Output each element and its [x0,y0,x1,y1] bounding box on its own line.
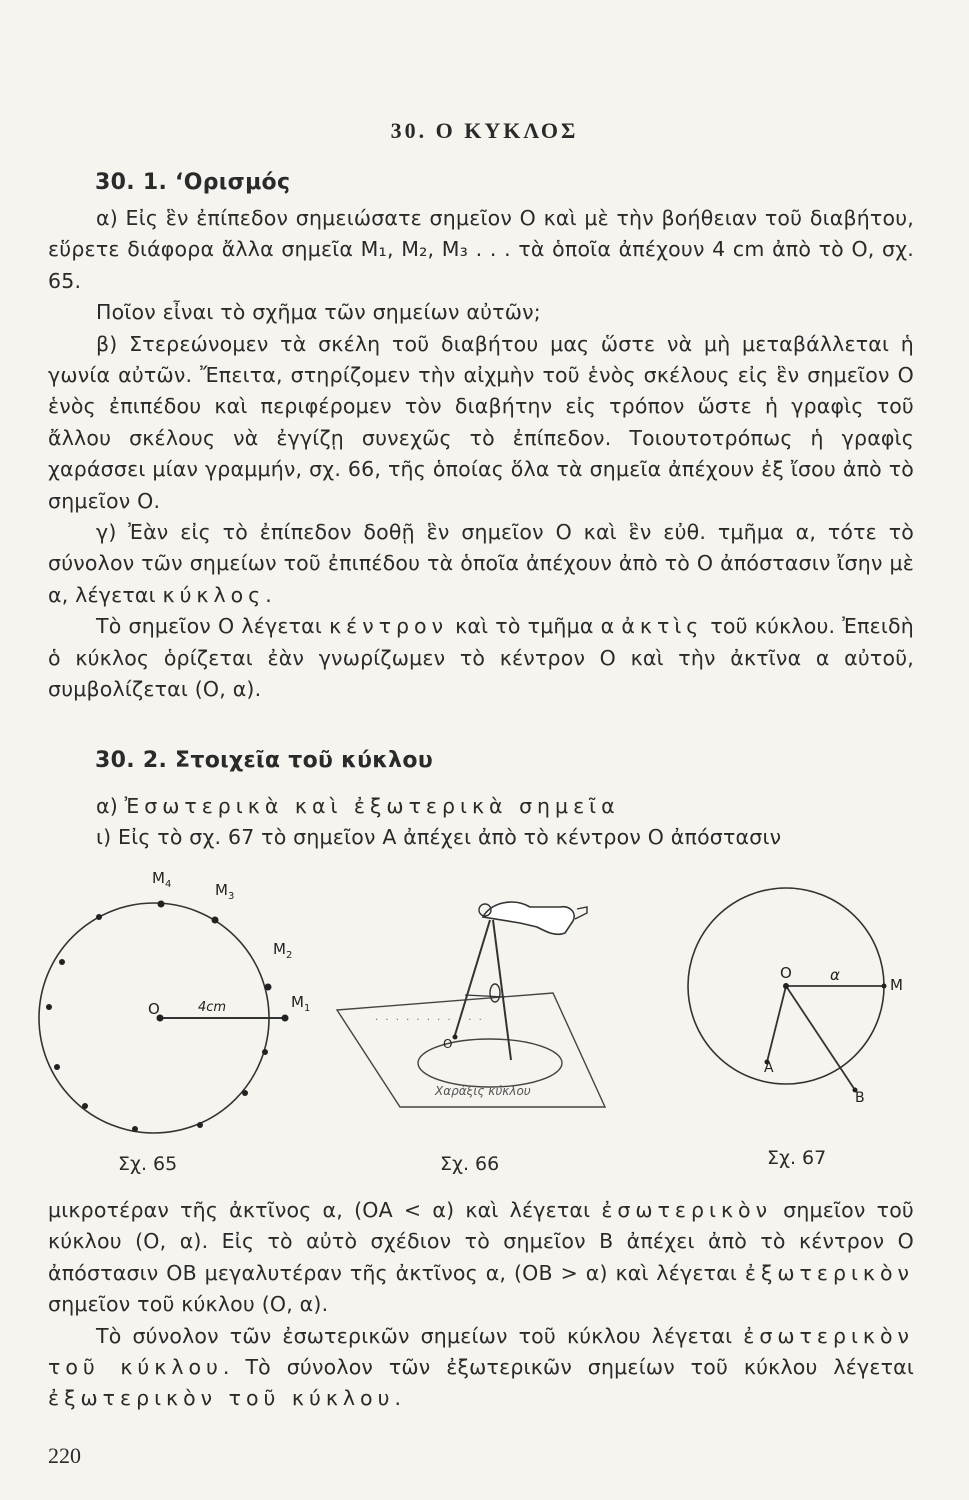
paragraph-a-text: α) Εἰς ἓν ἐπίπεδον σημειώσατε σημεῖον Ο καὶ μὲ τὴν βοήθειαν τοῦ διαβήτου, εὕρετε διάφορα ἄλλα σημεῖα [48,206,914,262]
label-b-67: B [855,1090,865,1106]
question: Ποῖον εἶναι τὸ σχῆμα τῶν σημείων αὐτῶν; [96,300,541,325]
center-point-67 [783,983,789,989]
figure-65 [40,862,311,1152]
label-alpha-67: α [830,966,840,984]
circle-dot [54,1064,60,1070]
point-m2 [265,984,272,991]
segment-oa [767,986,786,1062]
subheading-points [48,791,914,822]
label-m2: $M_2$ [273,940,293,961]
figure-66 [315,885,615,1115]
paragraph-a-end: τὰ ὁποῖα ἀπέχουν 4 cm ἀπὸ τὸ Ο, σχ. 65. [48,237,914,293]
paragraph-d [48,611,914,705]
subheading-term: Ἐσωτερικὰ καὶ ἐξωτερικὰ σημεῖα [124,794,620,818]
term-interior: ἐσωτερικὸν τοῦ κύκλου [48,1323,914,1380]
paragraph-interior-exterior-points: μικροτέραν τῆς ἀκτῖνος α, (ΟΑ < α) καὶ λέγεται ἐσωτερικὸν σημεῖον τοῦ κύκλου (Ο, α). Εἰς τὸ αὐτὸ σχέδιον τὸ σημεῖον Β ἀπέχει ἀπὸ τὸ κέντρον Ο ἀπόστασιν ΟΒ μεγαλυτέραν τῆς ἀκτῖνος α, (ΟΒ > α) καὶ λέγεται ἐξωτερικὸν σημεῖον τοῦ κύκλου (Ο, α). [48,1198,914,1317]
label-m4: $M_4$ [152,869,172,890]
term-kentron: κέντρον [329,614,449,639]
definition-text [48,203,914,706]
paragraph-c-text: γ) Ἐὰν εἰς τὸ ἐπίπεδον δοθῇ ἓν σημεῖον Ο καὶ ἓν εὐθ. τμῆμα α, τότε τὸ σύνολον τῶν σημείων τοῦ ἐπιπέδου τὰ ὁποῖα ἀπέχουν ἀπὸ τὸ Ο ἀπόστασιν ἴσην μὲ α, λέγεται [48,520,914,607]
point-m1 [282,1015,289,1022]
grid-marks: · · · · · · · · · · · [375,1015,484,1026]
traced-circle-66 [418,1039,562,1087]
segment-ob [786,986,855,1090]
paragraph-c-end: . [265,582,272,607]
paragraph-b: β) Στερεώνομεν τὰ σκέλη τοῦ διαβήτου μας ὥστε νὰ μὴ μεταβάλλεται ἡ γωνία αὐτῶν. Ἔπειτα, στηρίζομεν τὴν αἰχμὴν τοῦ ἑνὸς σκέλους εἰς ἓν σημεῖον Ο ἑνὸς ἐπιπέδου καὶ περιφέρομεν τὸν διαβήτην εἰς τρόπον ὥστε ἡ γραφὶς τοῦ ἄλλου σκέλους νὰ ἐγγίζῃ συνεχῶς τὸ ἐπίπεδον. Τοιουτοτρόπως ἡ γραφὶς χαράσσει μίαν γραμμήν, σχ. 66, τῆς ὁποίας ὅλα τὰ σημεῖα ἀπέχουν ἐξ ἴσου ἀπὸ τὸ σημεῖον Ο. [48,331,914,513]
circle-dot [96,914,102,920]
term-aktis: ἀκτὶς [621,614,704,639]
label-o-65: O [148,1000,160,1018]
circle-dot [132,1126,138,1132]
paragraph-d-text: Τὸ σημεῖον Ο λέγεται [96,614,330,639]
label-o-67: O [780,964,792,982]
term-exterior-point: ἐξωτερικὸν [744,1260,914,1285]
hand-icon [483,902,574,934]
paragraph-c [48,517,914,611]
caption-fig-67: Σχ. 67 [767,1147,827,1169]
paragraph-d-end: τοῦ κύκλου. Ἐπειδὴ ὁ κύκλος ὁρίζεται ἐὰν γνωρίζωμεν τὸ κέντρον Ο καὶ τὴν ἀκτῖνα α αὐτοῦ, συμβολίζεται (Ο, α). [48,614,914,702]
paragraph-interior-exterior-sets: Τὸ σύνολον τῶν ἐσωτερικῶν σημείων τοῦ κύκλου λέγεται ἐσωτερικὸν τοῦ κύκλου. Τὸ σύνολον τῶν ἐξωτερικῶν σημείων τοῦ κύκλου λέγεται ἐξωτερικὸν τοῦ κύκλου. [48,1323,914,1411]
point-m3 [212,917,219,924]
paragraph-a-points: M₁, M₂, M₃ . . . [360,237,511,262]
chapter-title: 30. Ο ΚΥΚΛΟΣ [390,118,579,143]
circle-dot [197,1122,203,1128]
label-tracing-66: Χαράξις κύκλου [435,1084,531,1098]
paragraph-a [48,203,914,297]
label-radius-65: 4cm [198,1000,227,1015]
circle-dot [242,1090,248,1096]
subheading-prefix: α) [96,794,125,818]
label-o-66: O [443,1037,453,1051]
label-m3: $M_3$ [215,881,235,902]
caption-fig-66: Σχ. 66 [440,1153,500,1175]
continuation-text [48,1195,914,1415]
page-number: 220 [48,1443,81,1468]
paragraph-i: ι) Εἰς τὸ σχ. 67 τὸ σημεῖον Α ἀπέχει ἀπὸ τὸ κέντρον Ο ἀπόστασιν [96,825,782,850]
section-heading-definition: 30. 1. ‘Ορισμός [95,170,291,195]
circle-dot [262,1049,268,1055]
circle-dot [46,1004,52,1010]
circle-dot [82,1103,88,1109]
label-a-67: A [764,1060,774,1076]
term-kyklos: κύκλος [162,582,266,607]
circle-dot [59,959,65,965]
label-m-67: M [890,976,903,994]
point-m4 [158,901,165,908]
figure-67 [660,882,920,1112]
term-exterior: ἐξωτερικὸν τοῦ κύκλου [48,1386,395,1411]
center-point-66 [453,1035,458,1040]
label-m1: $M_1$ [291,993,311,1014]
term-interior-point: ἐσωτερικὸν [601,1198,773,1222]
paragraph-d-mid: καὶ τὸ τμῆμα α [448,614,622,639]
section-heading-elements: 30. 2. Στοιχεῖα τοῦ κύκλου [95,748,433,773]
caption-fig-65: Σχ. 65 [118,1153,178,1175]
elements-text [48,791,914,854]
point-m [882,984,887,989]
